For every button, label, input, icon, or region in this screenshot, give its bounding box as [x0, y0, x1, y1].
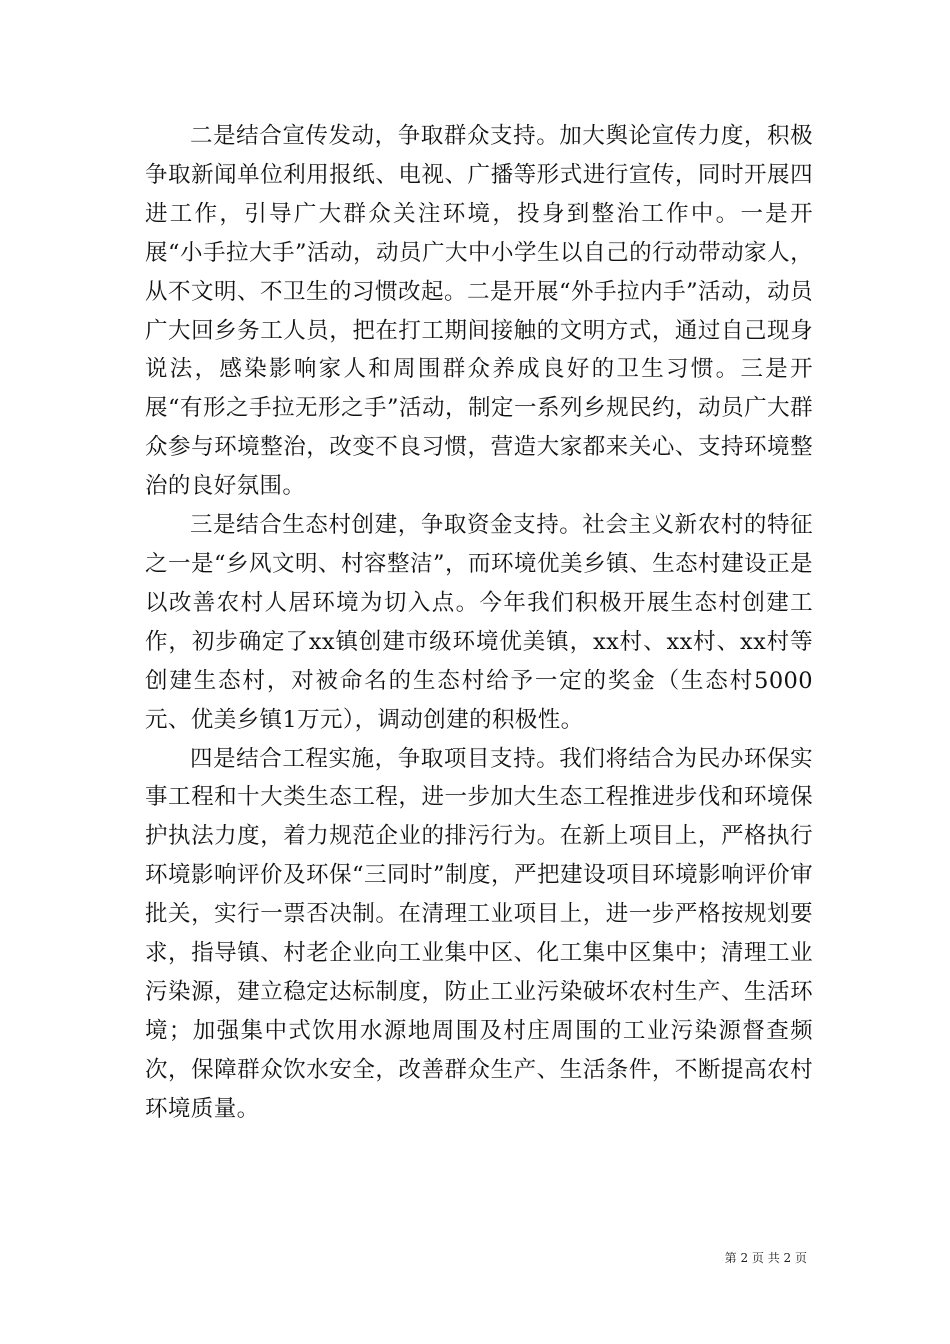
paragraph-engineering: 四是结合工程实施，争取项目支持。我们将结合为民办环保实事工程和十大类生态工程，进一步加大生态工程推进步伐和环境保护执法力度，着力规范企业的排污行为。在新上项目上，严格执行环境影响评价及环保“三同时”制度，严把建设项目环境影响评价审批关，实行一票否决制。在清理工业项目上，进一步严格按规划要求，指导镇、村老企业向工业集中区、化工集中区集中；清理工业污染源，建立稳定达标制度，防止工业污染破坏农村生产、生活环境；加强集中式饮用水源地周围及村庄周围的工业污染源督查频次，保障群众饮水安全，改善群众生产、生活条件，不断提高农村环境质量。 [145, 745, 813, 1122]
paragraph-publicity: 二是结合宣传发动，争取群众支持。加大舆论宣传力度，积极争取新闻单位利用报纸、电视、广播等形式进行宣传，同时开展四进工作，引导广大群众关注环境，投身到整治工作中。一是开展“小手拉大手”活动，动员广大中小学生以自己的行动带动家人，从不文明、不卫生的习惯改起。二是开展“外手拉内手”活动，动员广大回乡务工人员，把在打工期间接触的文明方式，通过自己现身说法，感染影响家人和周围群众养成良好的卫生习惯。三是开展“有形之手拉无形之手”活动，制定一系列乡规民约，动员广大群众参与环境整治，改变不良习惯，营造大家都来关心、支持环境整治的良好氛围。 [145, 123, 813, 500]
document-body [145, 117, 813, 1129]
paragraph-eco-village: 三是结合生态村创建，争取资金支持。社会主义新农村的特征之一是“乡风文明、村容整洁”，而环境优美乡镇、生态村建设正是以改善农村人居环境为切入点。今年我们积极开展生态村创建工作，初步确定了xx镇创建市级环境优美镇，xx村、xx村、xx村等创建生态村，对被命名的生态村给予一定的奖金（生态村5000元、优美乡镇1万元），调动创建的积极性。 [145, 512, 813, 733]
page-number-footer: 第 2 页 共 2 页 [724, 1251, 807, 1265]
